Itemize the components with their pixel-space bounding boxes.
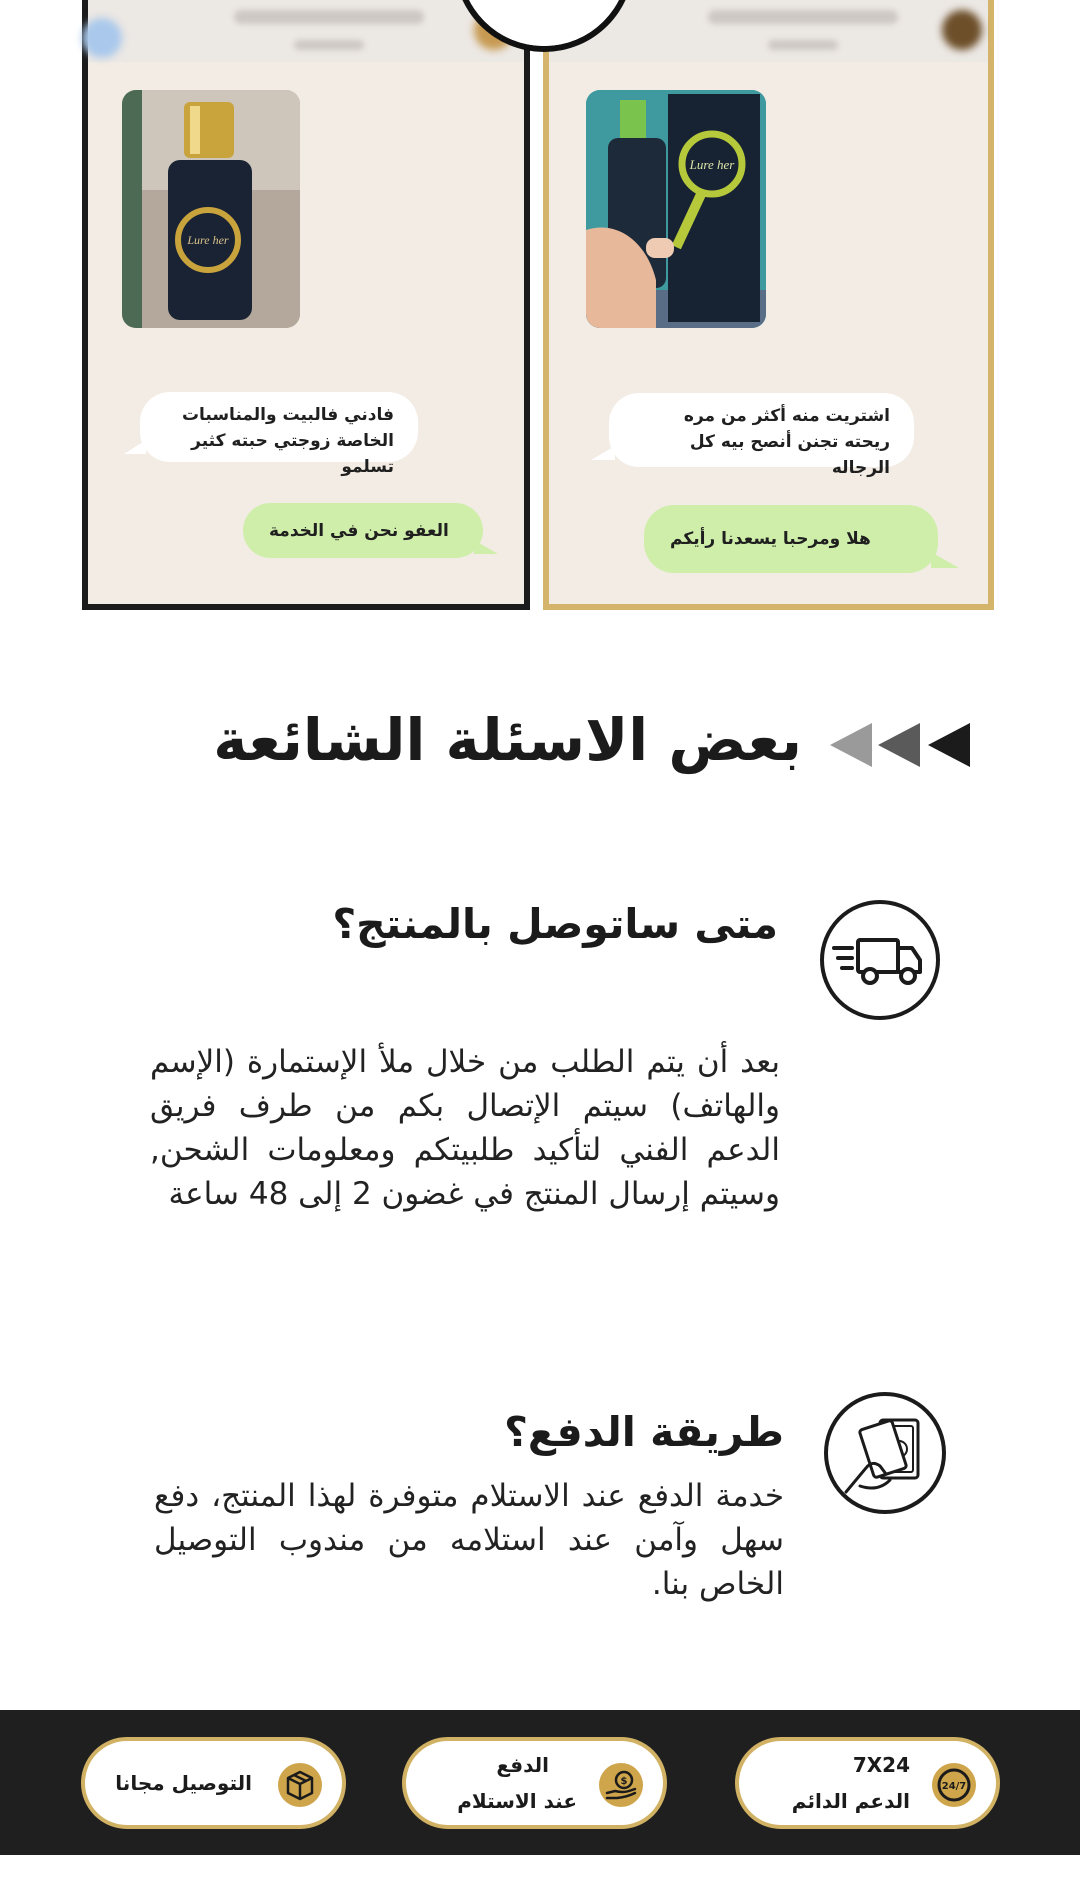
delivery-truck-icon bbox=[820, 900, 940, 1020]
customer-review-bubble-right: اشتريت منه أكثر من مره ريحته تجنن أنصح بيه كل الرجاله bbox=[609, 393, 914, 467]
feature-payment-line2: عند الاستلام bbox=[457, 1789, 577, 1813]
feature-support-line1: 7X24 bbox=[852, 1753, 910, 1777]
faq-header-arrows bbox=[830, 718, 975, 772]
review-panel-left bbox=[82, 0, 530, 610]
review-panel-right bbox=[543, 0, 994, 610]
feature-support-line2: الدعم الدائم bbox=[791, 1789, 910, 1813]
svg-text:Lure her: Lure her bbox=[187, 233, 229, 247]
customer-review-bubble-left: فادني فالبيت والمناسبات الخاصة زوجتي حبته كثير تسلمو bbox=[140, 392, 418, 462]
svg-text:24/7: 24/7 bbox=[941, 1781, 967, 1792]
product-photo-left bbox=[122, 90, 300, 328]
feature-payment bbox=[402, 1737, 667, 1829]
chat-header bbox=[88, 0, 524, 62]
product-photo-right bbox=[586, 90, 766, 328]
cash-on-delivery-icon bbox=[599, 1763, 643, 1807]
feature-payment-line1: الدفع bbox=[496, 1753, 549, 1777]
faq-answer-delivery: بعد أن يتم الطلب من خلال ملأ الإستمارة (الإسم والهاتف) سيتم الإتصال بكم من طرف فريق الدعم الفني لتأكيد طلبيتكم ومعلومات الشحن, وسيتم إرسال المنتج في غضون 2 إلى 48 ساعة bbox=[150, 1044, 780, 1212]
svg-text:Lure her: Lure her bbox=[689, 157, 735, 172]
faq-question-delivery: متى ساتوصل بالمنتج؟ bbox=[332, 900, 778, 948]
faq-title: بعض الاسئلة الشائعة bbox=[213, 706, 802, 774]
cash-payment-icon bbox=[824, 1392, 946, 1514]
reply-bubble-left: العفو نحن في الخدمة bbox=[243, 503, 483, 558]
svg-text:$: $ bbox=[620, 1776, 628, 1787]
24-7-support-icon bbox=[932, 1763, 976, 1807]
faq-answer-payment: خدمة الدفع عند الاستلام متوفرة لهذا المنتج، دفع سهل وآمن عند استلامه من مندوب التوصيل الخاص بنا. bbox=[154, 1478, 784, 1602]
reply-bubble-right: هلا ومرحبا يسعدنا رأيكم bbox=[644, 505, 938, 573]
feature-shipping bbox=[81, 1737, 346, 1829]
package-box-icon bbox=[278, 1763, 322, 1807]
feature-shipping-label: التوصيل مجانا bbox=[115, 1771, 252, 1795]
feature-support bbox=[735, 1737, 1000, 1829]
faq-question-payment: طريقة الدفع؟ bbox=[504, 1408, 784, 1456]
